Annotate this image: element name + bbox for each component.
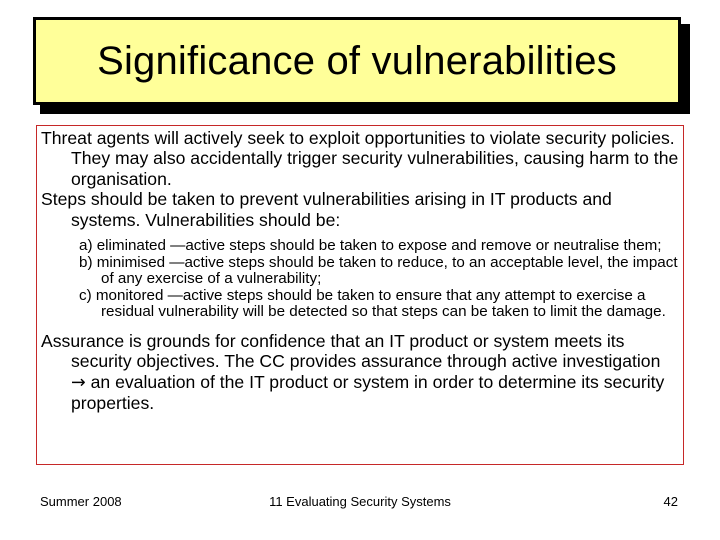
list-item-monitored: c) monitored —active steps should be taken to ensure that any attempt to exercise a residual vulnerability will be detected so that steps can be taken to limit the damage. [79, 286, 666, 321]
footer-topic: 11 Evaluating Security Systems [269, 494, 451, 509]
paragraph-steps: Steps should be taken to prevent vulnerabilities arising in IT products and systems. Vulnerabilities should be: [41, 189, 612, 230]
footer-date: Summer 2008 [40, 494, 122, 509]
assurance-text-start: Assurance is grounds for confidence that an IT product or system meets its security objectives. The CC provides assurance through active investigation [41, 331, 661, 372]
footer-page-number: 42 [663, 494, 678, 509]
title-box [33, 17, 681, 105]
spacer [41, 321, 679, 331]
list-item-eliminated: a) eliminated —active steps should be taken to expose and remove or neutralise them; [79, 237, 662, 255]
right-arrow-icon: → [71, 372, 86, 393]
paragraph-threat-agents: Threat agents will actively seek to exploit opportunities to violate security policies. They may also accidentally trigger security vulnerabilities, causing harm to the organisation. [41, 128, 679, 189]
content-box [36, 125, 684, 465]
assurance-text-end: an evaluation of the IT product or system in order to determine its security properties. [71, 371, 665, 414]
slide-title: Significance of vulnerabilities [97, 38, 617, 83]
paragraph-assurance [41, 331, 679, 414]
list-item-minimised: b) minimised —active steps should be taken to reduce, to an acceptable level, the impact of any exercise of a vulnerability; [79, 253, 678, 288]
